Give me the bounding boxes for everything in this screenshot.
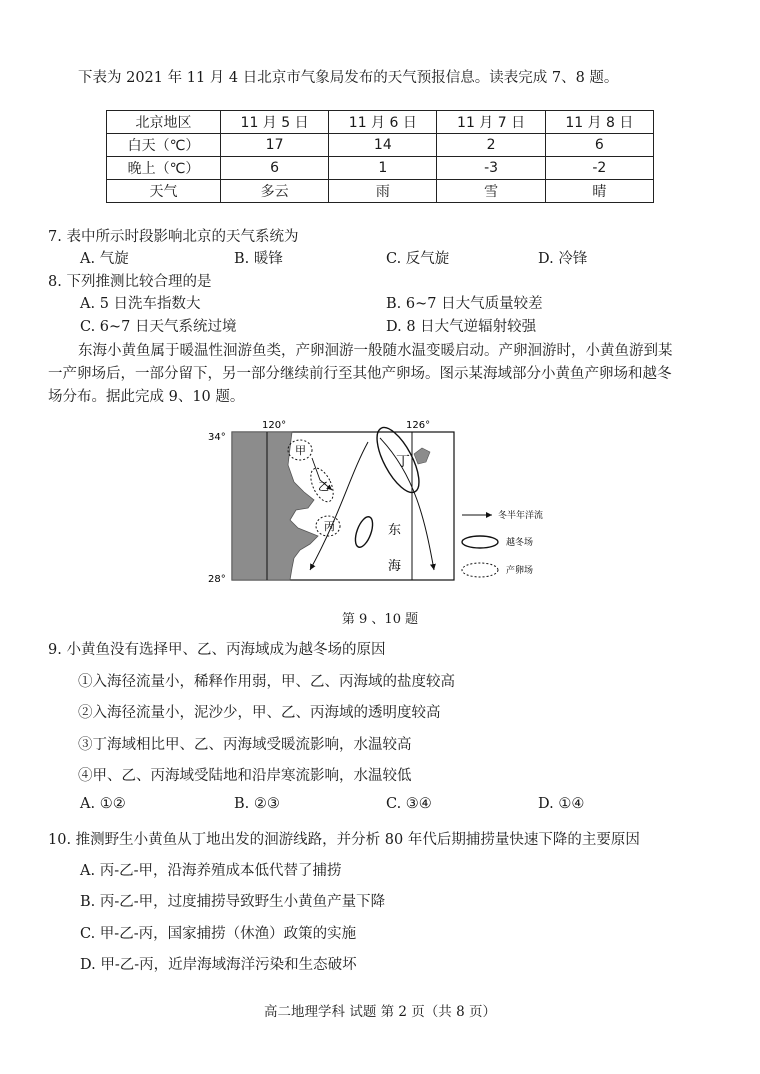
label-ding: 丁 bbox=[396, 454, 410, 470]
label-bing: 丙 bbox=[324, 520, 335, 533]
legend-wintering-icon bbox=[462, 536, 498, 548]
table-cell: 2 bbox=[437, 134, 545, 157]
table-cell: 14 bbox=[329, 134, 437, 157]
lon-label-west: 120° bbox=[262, 420, 287, 431]
label-hai: 海 bbox=[388, 559, 402, 574]
table-cell: 17 bbox=[220, 134, 328, 157]
passage-line-1: 东海小黄鱼属于暖温性洄游鱼类，产卵洄游一般随水温变暖启动。产卵洄游时，小黄鱼游到某 bbox=[78, 343, 673, 359]
table-cell: 北京地区 bbox=[107, 111, 221, 134]
table-row bbox=[107, 134, 654, 157]
table-cell: 6 bbox=[545, 134, 653, 157]
table-header-row bbox=[107, 111, 654, 134]
q9-option-b[interactable]: B. ②③ bbox=[234, 796, 280, 812]
q7-stem: 7. 表中所示时段影响北京的天气系统为 bbox=[48, 229, 299, 245]
lat-label-south: 28° bbox=[208, 574, 226, 585]
q8-option-c[interactable]: C. 6~7 日天气系统过境 bbox=[80, 319, 237, 335]
q10-option-a[interactable]: A. 丙-乙-甲，沿海养殖成本低代替了捕捞 bbox=[80, 863, 342, 879]
q9-stem: 9. 小黄鱼没有选择甲、乙、丙海域成为越冬场的原因 bbox=[48, 642, 386, 658]
q7-option-b[interactable]: B. 暖锋 bbox=[234, 251, 283, 267]
page-footer: 高二地理学科 试题 第 2 页（共 8 页） bbox=[264, 1004, 496, 1020]
table-cell: 1 bbox=[329, 157, 437, 180]
q9-statement-2: ②入海径流量小，泥沙少，甲、乙、丙海域的透明度较高 bbox=[78, 705, 441, 721]
table-cell: 多云 bbox=[220, 180, 328, 203]
legend-wintering-label: 越冬场 bbox=[506, 538, 534, 548]
legend-spawning-label: 产卵场 bbox=[506, 566, 534, 576]
q9-option-a[interactable]: A. ①② bbox=[80, 796, 126, 812]
table-cell: 11 月 6 日 bbox=[329, 111, 437, 134]
q9-option-d[interactable]: D. ①④ bbox=[538, 796, 585, 812]
table-cell: 雨 bbox=[329, 180, 437, 203]
table-row bbox=[107, 180, 654, 203]
q7-option-a[interactable]: A. 气旋 bbox=[80, 251, 129, 267]
table-cell: 11 月 5 日 bbox=[220, 111, 328, 134]
lat-label-north: 34° bbox=[208, 432, 226, 443]
q10-stem: 10. 推测野生小黄鱼从丁地出发的洄游线路，并分析 80 年代后期捕捞量快速下降的主要原因 bbox=[48, 832, 640, 848]
fish-ground-map bbox=[200, 420, 590, 590]
q8-option-d[interactable]: D. 8 日大气逆辐射较强 bbox=[386, 319, 537, 335]
table-cell: 雪 bbox=[437, 180, 545, 203]
table-row bbox=[107, 157, 654, 180]
passage-line-3: 场分布。据此完成 9、10 题。 bbox=[48, 389, 245, 405]
q9-statement-4: ④甲、乙、丙海域受陆地和沿岸寒流影响，水温较低 bbox=[78, 768, 412, 784]
q9-option-c[interactable]: C. ③④ bbox=[386, 796, 432, 812]
q9-statement-3: ③丁海域相比甲、乙、丙海域受暖流影响，水温较高 bbox=[78, 737, 412, 753]
legend-spawning-icon bbox=[462, 563, 498, 577]
q9-statement-1: ①入海径流量小，稀释作用弱，甲、乙、丙海域的盐度较高 bbox=[78, 674, 455, 690]
table-cell: -3 bbox=[437, 157, 545, 180]
table-cell: 晚上（℃） bbox=[107, 157, 221, 180]
legend-current-label: 冬半年洋流 bbox=[498, 511, 544, 521]
passage-line-2: 一产卵场后，一部分留下，另一部分继续前行至其他产卵场。图示某海域部分小黄鱼产卵场和越冬 bbox=[48, 366, 672, 382]
label-dong: 东 bbox=[388, 523, 402, 538]
q8-option-b[interactable]: B. 6~7 日大气质量较差 bbox=[386, 296, 543, 312]
q8-stem: 8. 下列推测比较合理的是 bbox=[48, 274, 212, 290]
intro-text: 下表为 2021 年 11 月 4 日北京市气象局发布的天气预报信息。读表完成 7、8 题。 bbox=[78, 70, 619, 86]
q10-option-b[interactable]: B. 丙-乙-甲，过度捕捞导致野生小黄鱼产量下降 bbox=[80, 894, 386, 910]
table-cell: 11 月 8 日 bbox=[545, 111, 653, 134]
label-yi: 乙 bbox=[318, 480, 329, 493]
table-cell: -2 bbox=[545, 157, 653, 180]
table-cell: 晴 bbox=[545, 180, 653, 203]
table-cell: 白天（℃） bbox=[107, 134, 221, 157]
q10-option-c[interactable]: C. 甲-乙-丙，国家捕捞（休渔）政策的实施 bbox=[80, 926, 357, 942]
table-cell: 6 bbox=[220, 157, 328, 180]
q10-option-d[interactable]: D. 甲-乙-丙，近岸海域海洋污染和生态破坏 bbox=[80, 957, 357, 973]
q7-option-d[interactable]: D. 冷锋 bbox=[538, 251, 588, 267]
lon-label-east: 126° bbox=[406, 420, 431, 431]
table-cell: 11 月 7 日 bbox=[437, 111, 545, 134]
weather-table bbox=[106, 110, 654, 203]
q7-option-c[interactable]: C. 反气旋 bbox=[386, 251, 450, 267]
figure-caption: 第 9 、10 题 bbox=[341, 612, 419, 627]
q8-option-a[interactable]: A. 5 日洗车指数大 bbox=[80, 296, 201, 312]
table-cell: 天气 bbox=[107, 180, 221, 203]
label-jia: 甲 bbox=[295, 444, 306, 457]
